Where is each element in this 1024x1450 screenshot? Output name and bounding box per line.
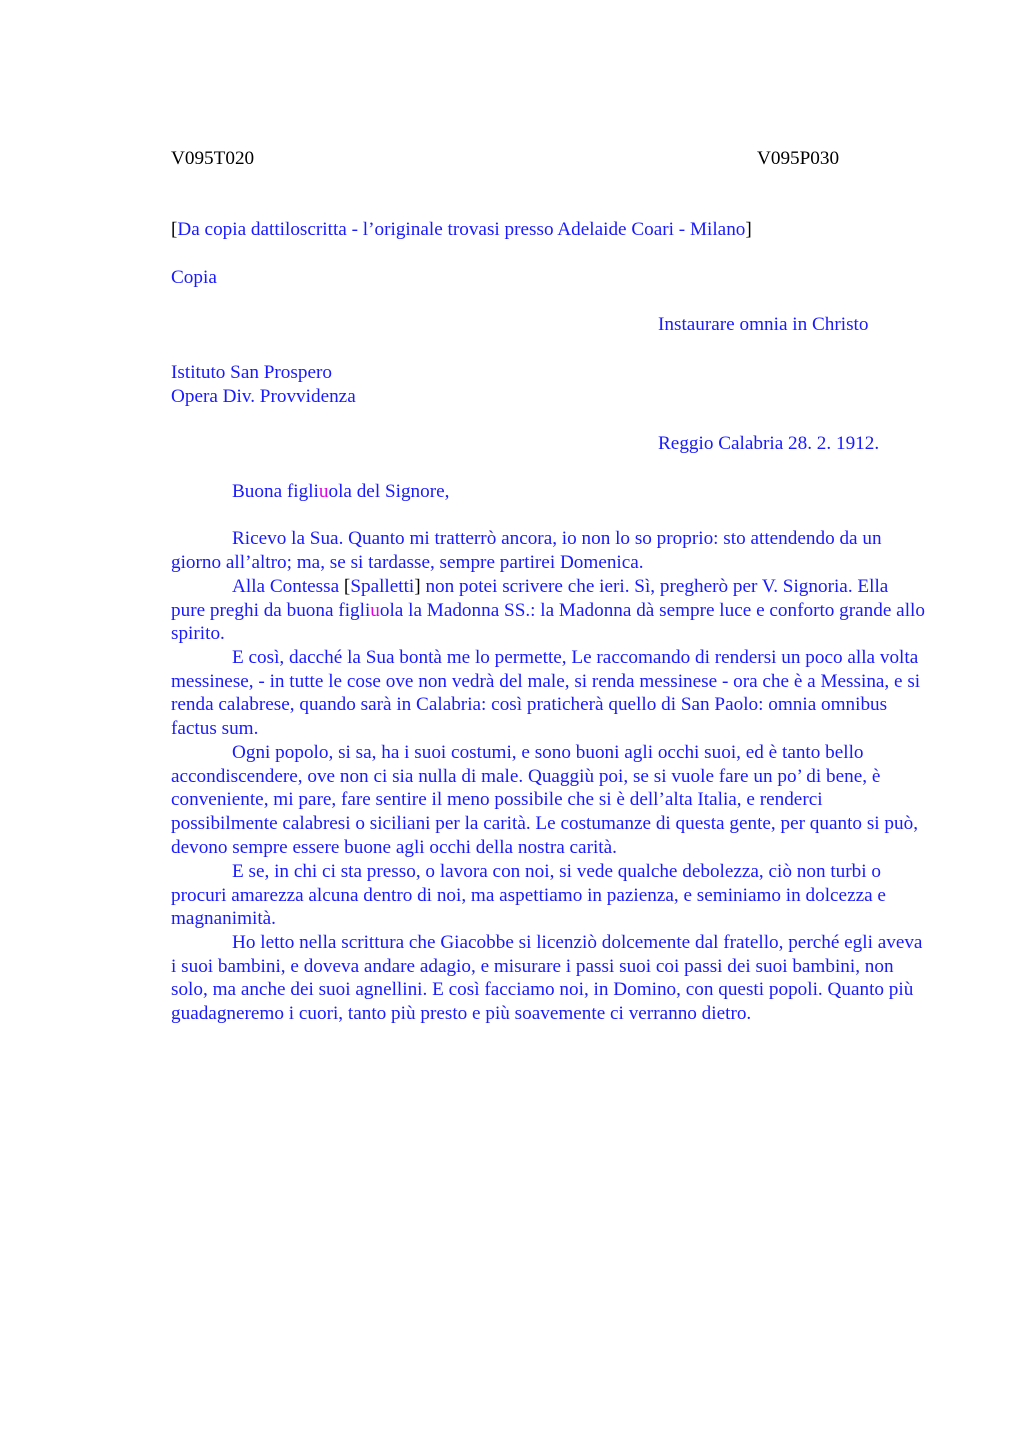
document-code-right: V095P030 — [757, 148, 840, 169]
source-note-close-bracket: ] — [745, 219, 752, 240]
source-note — [171, 218, 752, 242]
salutation — [232, 480, 449, 504]
salutation-part-2: ola del Signore, — [328, 481, 450, 502]
source-note-text: Da copia dattiloscritta - l’originale trovasi presso Adelaide Coari - Milano — [177, 219, 746, 240]
paragraph-2-part-a: Alla Contessa — [232, 576, 344, 597]
paragraph-3: E così, dacché la Sua bontà me lo permette, Le raccomando di rendersi un poco alla volta messinese, - in tutte le cose ove non vedrà del male, si renda messinese - ora che è a Messina, e si renda calabrese, quando sarà in Calabria: così praticherà quello di San Paolo: omnia omnibus factus sum. — [171, 647, 921, 740]
paragraph-2-name: Spalletti — [350, 576, 415, 597]
copy-label: Copia — [171, 267, 217, 288]
paragraph-5: E se, in chi ci sta presso, o lavora con noi, si vede qualche debolezza, ciò non turbi o procuri amarezza alcuna dentro di noi, ma aspettiamo in pazienza, e seminiamo in dolcezza e magnanimità. — [171, 861, 886, 930]
paragraph-1: Ricevo la Sua. Quanto mi tratterrò ancora, io non lo so proprio: sto attendendo da un giorno all’altro; ma, se si tardasse, sempre partirei Domenica. — [171, 528, 882, 573]
paragraph-2 — [171, 575, 927, 646]
paragraph-2-part-c: ola la Madonna SS.: la Madonna dà sempre luce e conforto grande allo spirito. — [171, 599, 925, 645]
salutation-highlight: u — [318, 481, 329, 502]
paragraph-4: Ogni popolo, si sa, ha i suoi costumi, e sono buoni agli occhi suoi, ed è tanto bello accondiscendere, ove non ci sia nulla di male. Quaggiù poi, se si vuole fare un po’ di bene, è conveniente, mi pare, fare sentire il meno possibile che si è dell’alta Italia, e renderci possibilmente calabresi o siciliani per la carità. Le costumanze di questa gente, per quanto si può, devono sempre essere buone agli occhi della nostra carità. — [171, 742, 919, 858]
paragraph-2-bracket-close: ] — [414, 576, 421, 597]
document-code-left: V095T020 — [171, 148, 255, 169]
paragraph-6: Ho letto nella scrittura che Giacobbe si licenziò dolcemente dal fratello, perché egli aveva i suoi bambini, e doveva andare adagio, e misurare i passi suoi coi passi dei suoi bambini, non solo, ma anche dei suoi agnellini. E così facciamo noi, in Domino, con questi popoli. Quanto più guadagneremo i cuori, tanto più presto e più soavemente ci verranno dietro. — [171, 932, 923, 1025]
paragraph-2-part-b: non potei scrivere che ieri. Sì, pregherò per V. Signoria. Ella pure preghi da buona figli — [171, 576, 889, 621]
motto: Instaurare omnia in Christo — [658, 314, 869, 335]
institution-line-1: Istituto San Prospero — [171, 362, 332, 383]
source-note-open-bracket: [ — [171, 219, 178, 240]
place-date: Reggio Calabria 28. 2. 1912. — [658, 433, 880, 454]
paragraph-2-bracket-open: [ — [343, 576, 351, 597]
salutation-part-1: Buona figli — [232, 481, 319, 502]
institution-line-2: Opera Div. Provvidenza — [171, 386, 356, 407]
paragraph-2-highlight: u — [370, 599, 380, 621]
